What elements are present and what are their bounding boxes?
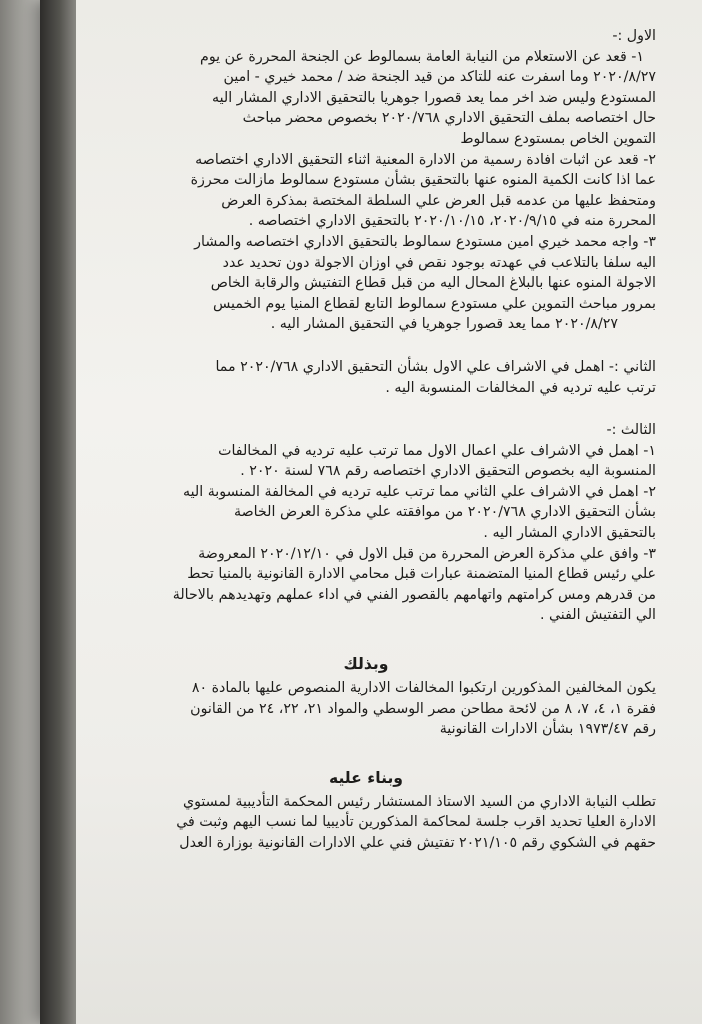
third-line-5: بالتحقيق الاداري المشار اليه . — [483, 525, 656, 542]
second-line-2: ترتب عليه ترديه في المخالفات المنسوبة اليه . — [385, 379, 656, 396]
consequently-line-2: فقرة ١، ٤، ٧، ٨ من لائحة مطاحن مصر الوسطي والمواد ٢١، ٢٢، ٢٤ من القانون — [190, 700, 656, 717]
first-line-2: ٢٠٢٠/٨/٢٧ وما اسفرت عنه للتاكد من قيد الجنحة ضد / محمد خيري - امين — [223, 69, 656, 86]
second-line-1: الثاني :- اهمل في الاشراف علي الاول بشأن التحقيق الاداري ٢٠٢٠/٧٦٨ مما — [215, 358, 656, 375]
page-edge-shadow — [40, 0, 76, 1024]
third-line-2: المنسوبة اليه بخصوص التحقيق الاداري اختصاصه رقم ٧٦٨ لسنة ٢٠٢٠ . — [240, 463, 656, 480]
first-line-6: ٢- قعد عن اثبات افادة رسمية من الادارة المعنية اثناء التحقيق الاداري اختصاصه — [195, 151, 656, 168]
third-line-7: علي رئيس قطاع المنيا المتضمنة عبارات قبل محامي الادارة القانونية بالمنيا تحط — [187, 566, 656, 583]
third-line-9: الي التفتيش الفني . — [539, 607, 656, 624]
first-line-13: بمرور مباحث التموين علي مستودع سمالوط التابع لقطاع المنيا يوم الخميس — [212, 295, 656, 312]
first-line-3: المستودع وليس ضد اخر مما يعد قصورا جوهريا بالتحقيق الاداري المشار اليه — [212, 89, 656, 106]
therefore-line-3: حقهم في الشكوي رقم ٢٠٢١/١٠٥ تفتيش فني علي الادارات القانونية بوزارة العدل — [179, 835, 656, 851]
first-line-11: اليه سلفا بالتلاعب في عهدته بوجود نقص في اوزان الاجولة دون تحديد عدد — [222, 254, 656, 271]
first-line-1: ١- قعد عن الاستعلام من النيابة العامة بسمالوط عن الجنحة المحررة عن يوم — [200, 48, 644, 65]
third-line-8: من قدرهم ومس كرامتهم واتهامهم بالقصور الفني في اداء عملهم وتهديدهم بالاحالة — [172, 586, 656, 603]
first-line-7: عما اذا كانت الكمية المنوه عنها بالتحقيق بشأن مستودع سمالوط مازالت محرزة — [190, 172, 656, 189]
first-line-10: ٣- واجه محمد خيري امين مستودع سمالوط بالتحقيق الاداري اختصاصه والمشار — [194, 233, 656, 250]
third-label: الثالث :- — [606, 422, 656, 439]
first-line-8: ومتحفظ عليها من عدمه قبل العرض علي السلطة المختصة بمذكرة العرض — [221, 192, 656, 209]
first-line-14: ٢٠٢٠/٨/٢٧ مما يعد قصورا جوهريا في التحقيق المشار اليه . — [270, 316, 618, 333]
third-line-1: ١- اهمل في الاشراف علي اعمال الاول مما ترتب عليه ترديه في المخالفات — [218, 442, 656, 459]
first-line-4: حال اختصاصه بملف التحقيق الاداري ٢٠٢٠/٧٦٨ بخصوص محضر مباحث — [242, 110, 656, 127]
third-line-4: بشأن التحقيق الاداري ٢٠٢٠/٧٦٨ من موافقته علي مذكرة العرض الخاصة — [234, 504, 656, 521]
consequently-heading: وبذلك — [343, 655, 389, 674]
therefore-line-2: الادارة العليا تحديد اقرب جلسة لمحاكمة المذكورين تأديبيا لما نسب اليهم وثبت في — [176, 814, 656, 831]
document-body — [76, 26, 656, 854]
therefore-heading: وبناء عليه — [328, 768, 403, 787]
third-line-6: ٣- وافق علي مذكرة العرض المحررة من قبل الاول في ٢٠٢٠/١٢/١٠ المعروضة — [198, 545, 656, 562]
therefore-line-1: تطلب النيابة الاداري من السيد الاستاذ المستشار رئيس المحكمة التأديبية لمستوي — [182, 793, 656, 810]
third-line-3: ٢- اهمل في الاشراف علي الثاني مما ترتب عليه ترديه في المخالفة المنسوبة اليه — [183, 483, 656, 500]
first-line-12: الاجولة المنوه عنها بالبلاغ المحال اليه من قبل قطاع التفتيش والرقابة الخاص — [210, 275, 656, 292]
first-line-9: المحررة منه في ٢٠٢٠/٩/١٥، ٢٠٢٠/١٠/١٥ بالتحقيق الاداري اختصاصه . — [248, 213, 656, 230]
consequently-line-1: يكون المخالفين المذكورين ارتكبوا المخالفات الادارية المنصوص عليها بالمادة ٨٠ — [191, 680, 656, 697]
consequently-line-3: رقم ١٩٧٣/٤٧ بشأن الادارات القانونية — [439, 721, 656, 738]
first-line-5: التموين الخاص بمستودع سمالوط — [460, 130, 656, 147]
first-label: الاول :- — [612, 28, 656, 44]
